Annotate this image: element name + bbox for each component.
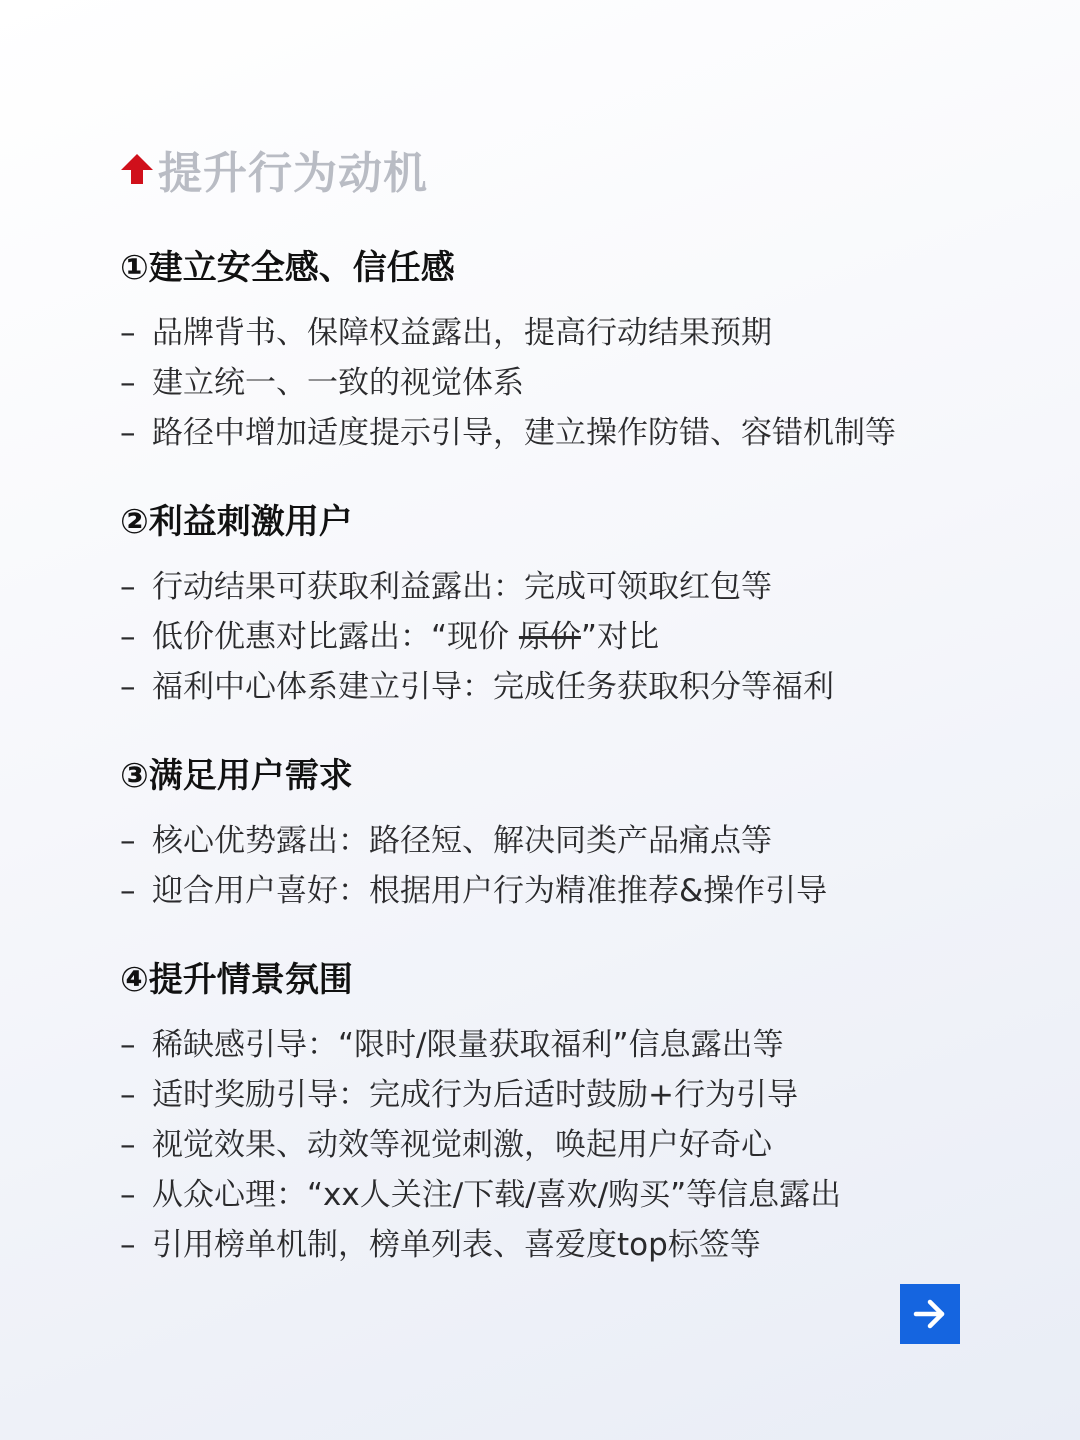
list-item-text: 建立统一、一致的视觉体系 [152,365,524,401]
bullet-marker: – [120,823,136,859]
bullet-marker: – [120,1177,136,1213]
list-item-text: 行动结果可获取利益露出：完成可领取红包等 [152,569,772,605]
page-title: 提升行为动机 [158,148,428,199]
original-price-strikethrough: 原价 [518,619,581,655]
list-item [120,816,827,866]
arrow-right-icon [910,1294,950,1334]
bullet-marker: – [120,619,136,655]
list-item [120,562,834,612]
list-item [120,408,896,458]
section-heading: ③满足用户需求 [120,756,353,796]
bullet-marker: – [120,1027,136,1063]
section-heading: ①建立安全感、信任感 [120,248,455,288]
list-item-text-before: 低价优惠对比露出：“现价 [152,619,519,655]
list-item [120,612,834,662]
list-item [120,1220,841,1270]
list-item-text: 从众心理：“xx人关注/下载/喜欢/购买”等信息露出 [152,1177,842,1213]
list-item-text: 福利中心体系建立引导：完成任务获取积分等福利 [152,669,834,705]
section-atmosphere [120,960,841,1270]
section-heading: ④提升情景氛围 [120,960,353,1000]
title-row [120,138,428,200]
list-item-text: 迎合用户喜好：根据用户行为精准推荐&操作引导 [152,873,828,909]
bullet-marker: – [120,365,136,401]
list-item [120,1170,841,1220]
section-benefit-incentive [120,502,834,712]
list-item-text: 品牌背书、保障权益露出，提高行动结果预期 [152,315,772,351]
list-item [120,1120,841,1170]
bullet-marker: – [120,315,136,351]
bullet-marker: – [120,569,136,605]
list-item-text: 稀缺感引导：“限时/限量获取福利”信息露出等 [152,1027,784,1063]
list-item-text: 路径中增加适度提示引导，建立操作防错、容错机制等 [152,415,896,451]
list-item [120,1020,841,1070]
bullet-marker: – [120,415,136,451]
list-item [120,662,834,712]
up-arrow-icon [120,152,154,186]
list-item [120,308,896,358]
list-item [120,866,827,916]
list-item [120,358,896,408]
list-item-text: 适时奖励引导：完成行为后适时鼓励+行为引导 [152,1077,798,1113]
list-item [120,1070,841,1120]
bullet-marker: – [120,1227,136,1263]
section-safety-trust [120,248,896,458]
next-button[interactable] [900,1284,960,1344]
list-item-text: 视觉效果、动效等视觉刺激，唤起用户好奇心 [152,1127,772,1163]
list-item-text: 核心优势露出：路径短、解决同类产品痛点等 [152,823,772,859]
bullet-marker: – [120,1077,136,1113]
bullet-marker: – [120,669,136,705]
section-heading: ②利益刺激用户 [120,502,353,542]
list-item-text-after: ”对比 [580,619,659,655]
list-item-text: 引用榜单机制，榜单列表、喜爱度top标签等 [152,1227,761,1263]
bullet-marker: – [120,1127,136,1163]
section-user-needs [120,756,827,916]
bullet-marker: – [120,873,136,909]
